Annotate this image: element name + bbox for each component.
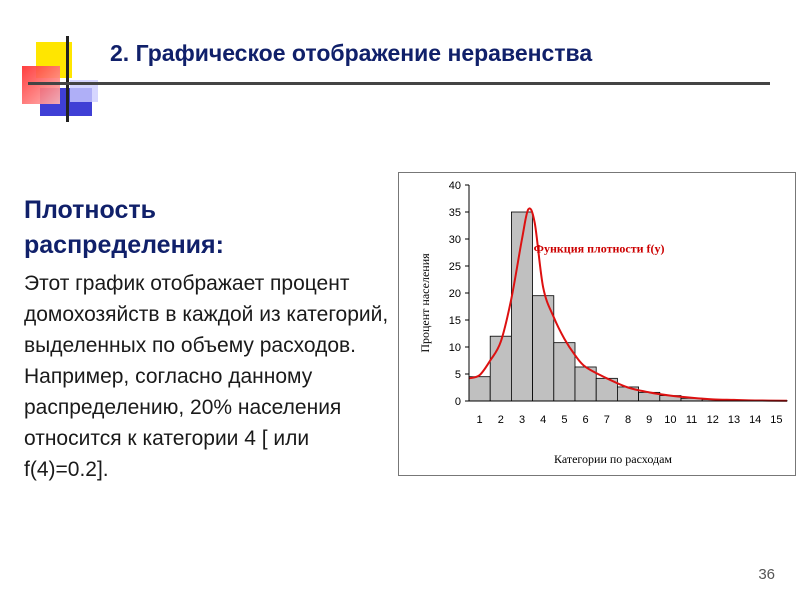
y-tick-label: 40 (448, 180, 461, 192)
deco-red-square (22, 66, 60, 104)
page-number: 36 (758, 566, 775, 583)
x-tick-label: 2 (497, 414, 504, 426)
y-tick-label: 15 (448, 315, 461, 327)
chart-frame (398, 172, 796, 476)
x-tick-label: 13 (727, 414, 741, 426)
x-tick-label: 15 (770, 414, 783, 426)
y-tick-label: 20 (448, 288, 461, 300)
deco-vertical-line (66, 36, 69, 122)
x-tick-label: 3 (518, 414, 526, 426)
x-tick-label: 6 (582, 414, 589, 426)
x-tick-label: 12 (706, 414, 719, 426)
body-text: Этот график отображает процент домохозяйств в каждой из категорий, выделенных по объему расходов. Например, согласно данному распределению, 20% населения относится к категории 4 [ или f(4)=0.2]. (24, 272, 389, 481)
title-rule (28, 82, 770, 85)
bar-1 (469, 377, 490, 401)
y-axis-label: Процент населения (418, 253, 432, 353)
x-tick-label: 11 (685, 414, 698, 426)
curve-annotation: Функция плотности f(y) (533, 241, 665, 256)
x-ticks-group (477, 414, 783, 426)
bar-2 (490, 336, 511, 401)
y-ticks-group (449, 180, 469, 408)
x-tick-label: 10 (664, 414, 677, 426)
x-tick-label: 7 (603, 414, 610, 426)
slide-title: 2. Графическое отображение неравенства (110, 40, 593, 66)
density-chart (399, 173, 795, 475)
x-tick-label: 8 (624, 414, 632, 426)
x-tick-label: 1 (476, 414, 483, 426)
y-tick-label: 10 (448, 342, 461, 354)
y-tick-label: 5 (454, 369, 461, 381)
y-tick-label: 0 (454, 396, 461, 408)
y-tick-label: 30 (448, 234, 461, 246)
x-axis-label: Категории по расходам (553, 452, 673, 466)
bars-group (469, 212, 787, 401)
x-tick-label: 14 (749, 414, 762, 426)
y-tick-label: 35 (448, 207, 461, 219)
x-tick-label: 5 (561, 414, 568, 426)
x-tick-label: 9 (646, 414, 653, 426)
y-tick-label: 25 (448, 261, 461, 273)
x-tick-label: 4 (540, 414, 547, 426)
subheading: Плотность распределения: (24, 196, 224, 259)
